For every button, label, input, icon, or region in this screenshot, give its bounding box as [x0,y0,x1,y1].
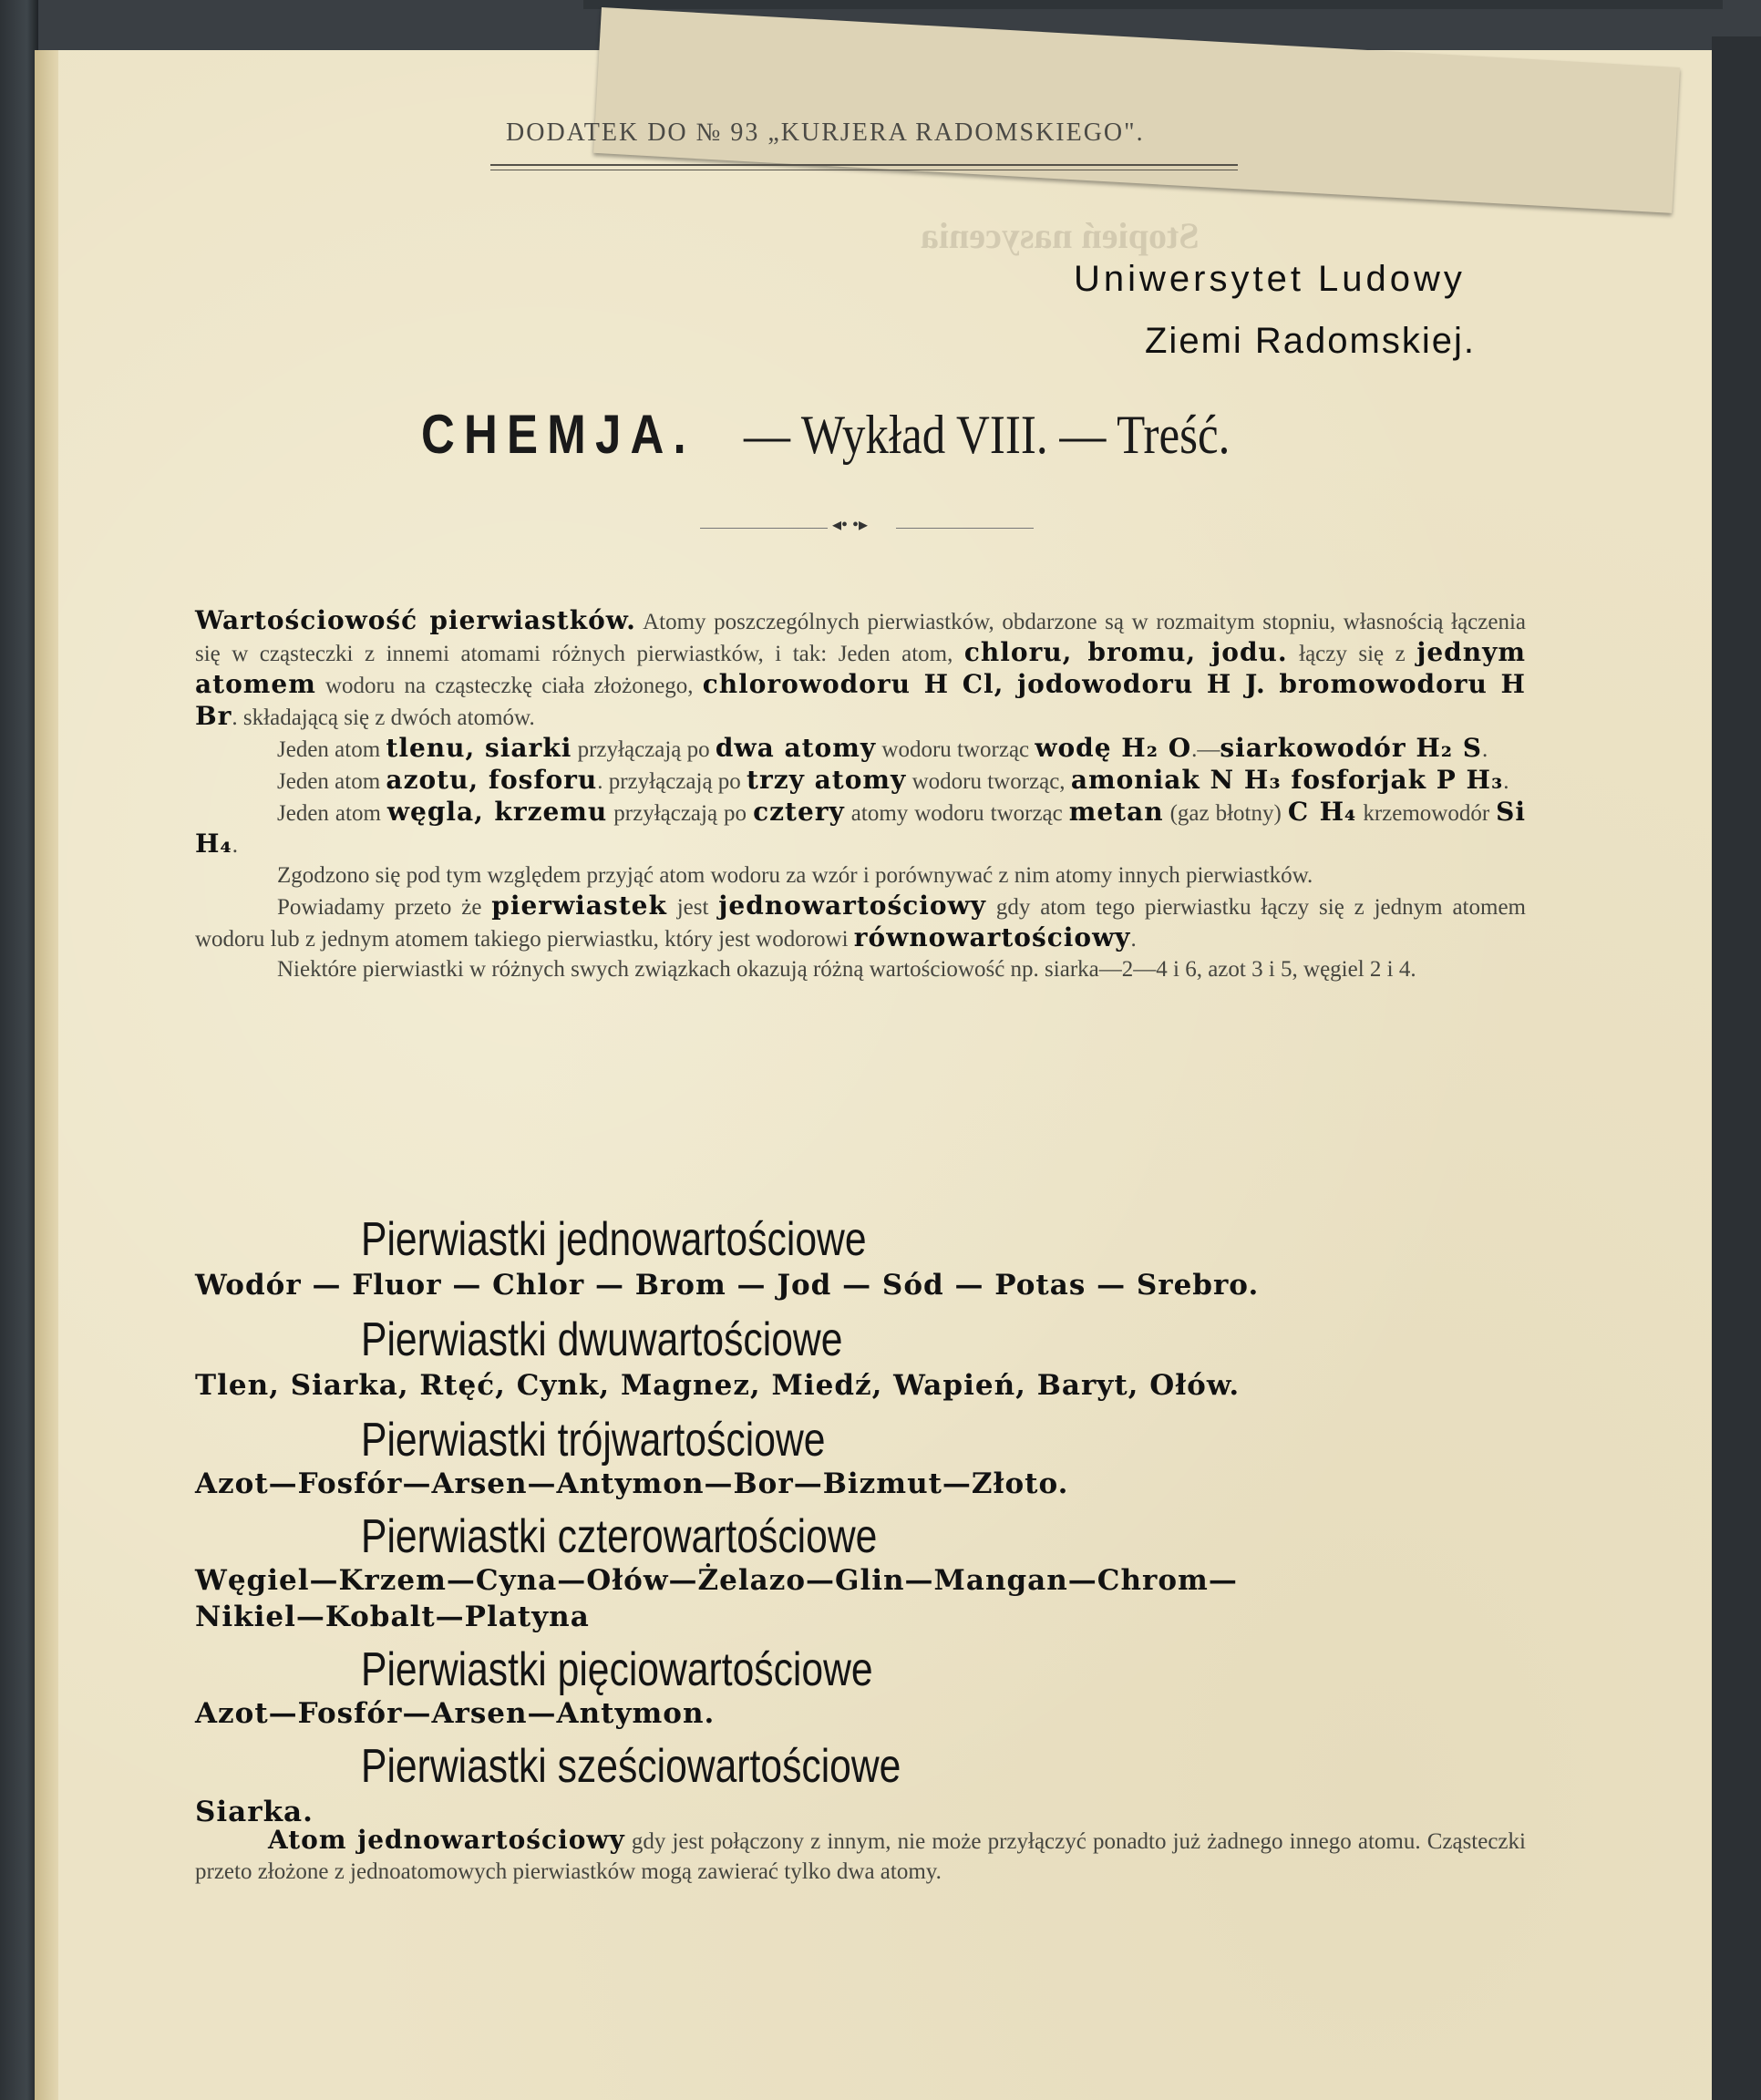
bleed-through-text: Stopień nasycenia [921,215,1200,256]
bold-term: siarkowodór H₂ S [1220,733,1483,763]
text: . [1130,927,1137,952]
bold-term: Atom jednowartościowy [268,1825,625,1855]
lead-term: Wartościowość pierwiastków. [195,605,636,635]
text: wodoru tworząc [876,737,1035,762]
group-heading-6: Pierwiastki sześciowartościowe [361,1740,901,1793]
title-rest: — Wykład VIII. — Treść. [744,405,1231,465]
bold-term: azotu, fosforu [386,765,598,795]
text: Jeden atom [277,801,387,826]
university-line-1: Uniwersytet Ludowy [1074,259,1466,299]
bold-term: równowartościowy [853,922,1131,952]
paragraph-oxygen [195,733,1526,765]
final-paragraph [195,1825,1526,1887]
body-text [195,605,1526,984]
text: wodoru tworząc, [906,769,1071,794]
text: łączy się z [1287,642,1417,666]
bold-term: jednowartościowy [718,890,986,921]
text: Jeden atom [277,769,386,794]
text: wodoru na cząsteczkę ciała złożonego, [315,674,703,698]
title-subject: CHEMJA. [421,404,695,465]
bold-term: chlorowodoru H Cl, jodowodoru H J. bromowodoru H Br [195,669,1526,731]
group-elements-3: Azot—Fosfór—Arsen—Antymon—Bor—Bizmut—Złoto. [195,1467,1069,1500]
paragraph-hydrogen-standard: Zgodzono się pod tym względem przyjąć atom wodoru za wzór i porównywać z nim atomy innych pierwiastków. [277,863,1313,888]
bold-term: amoniak N H₃ fosforjak P H₃ [1070,765,1504,795]
bold-term: wodę H₂ O [1035,733,1192,763]
bold-term: chloru, bromu, jodu. [963,637,1288,667]
text: . przyłączają po [597,769,747,794]
group-elements-4-cont: Nikiel—Kobalt—Platyna [195,1601,590,1633]
group-heading-2: Pierwiastki dwuwartościowe [361,1313,843,1366]
text: .— [1191,737,1220,762]
text: . [232,833,238,858]
university-line-2: Ziemi Radomskiej. [1145,321,1476,361]
paragraph-carbon [195,797,1526,860]
bold-term: tlenu, siarki [386,733,572,763]
bold-term: metan [1068,797,1164,827]
text: Atomy poszczególnych pierwiastków, obdarzone są w rozmaitym stopniu, własnością łączenia się w cząsteczki z innemi atomami różnych pierwiastków, i tak: Jeden atom, [195,610,1526,666]
bold-term: cztery [753,797,845,827]
ornament-divider [700,515,1034,535]
background-top [583,0,1723,9]
paragraph-nitrogen [195,765,1526,797]
group-heading-1: Pierwiastki jednowartościowe [361,1213,867,1266]
bold-term: C H₄ [1287,797,1357,827]
group-elements-2: Tlen, Siarka, Rtęć, Cynk, Magnez, Miedź, Wapień, Baryt, Ołów. [195,1369,1241,1402]
group-elements-6: Siarka. [195,1796,314,1828]
text: przyłączają po [607,801,754,826]
text: Jeden atom [277,737,386,762]
text: . składającą się z dwóch atomów. [232,705,535,730]
group-heading-4: Pierwiastki czterowartościowe [361,1510,878,1563]
paragraph-intro [195,605,1526,733]
text: krzemowodór [1356,801,1497,826]
text: gdy atom tego pierwiastku łączy się z jednym atomem wodoru lub z jednym atomem takiego pierwiastku, który jest wodorowi [195,895,1526,952]
text: Powiadamy przeto że [277,895,492,920]
text: (gaz błotny) [1163,801,1288,826]
text: atomy wodoru tworząc [844,801,1069,826]
header-rule-1 [490,164,1238,166]
paragraph-monovalent [195,890,1526,954]
group-elements-1: Wodór — Fluor — Chlor — Brom — Jod — Sód — Potas — Srebro. [195,1269,1260,1302]
group-heading-5: Pierwiastki pięciowartościowe [361,1643,873,1696]
bold-term: trzy atomy [747,765,907,795]
bold-term: dwa atomy [715,733,877,763]
ornament-line-right [896,528,1034,529]
bold-term: Si H₄ [195,797,1527,859]
text: przyłączają po [572,737,716,762]
bold-term: węgla, krzemu [386,797,608,827]
group-elements-4: Węgiel—Krzem—Cyna—Ołów—Żelazo—Glin—Mangan—Chrom— [195,1564,1238,1597]
group-elements-5: Azot—Fosfór—Arsen—Antymon. [195,1697,716,1730]
group-heading-3: Pierwiastki trójwartościowe [361,1414,826,1467]
lecture-title [421,403,1316,467]
book-binding [0,0,38,2100]
background-right [1712,36,1761,2100]
text: jest [666,895,719,920]
bold-term: jednym atomem [195,637,1526,699]
text: gdy jest połączony z innym, nie może przyłączyć ponadto już żadnego innego atomu. Cząsteczki przeto złożone z jednoatomowych pierwiastków mogą zawierać tylko dwa atomy. [195,1829,1526,1884]
ornament-glyph: ◂• •▸ [832,515,869,535]
text: . [1503,769,1509,794]
bold-term: pierwiastek [491,890,667,921]
newspaper-header: DODATEK DO № 93 „KURJERA RADOMSKIEGO". [506,118,1145,147]
paper-edge [35,50,58,2100]
ornament-line-left [700,528,828,529]
paragraph-final [195,1825,1526,1887]
text: . [1482,737,1488,762]
paragraph-variable-valence: Niektóre pierwiastki w różnych swych związkach okazują różną wartościowość np. siarka—2—4 i 6, azot 3 i 5, węgiel 2 i 4. [277,957,1416,982]
